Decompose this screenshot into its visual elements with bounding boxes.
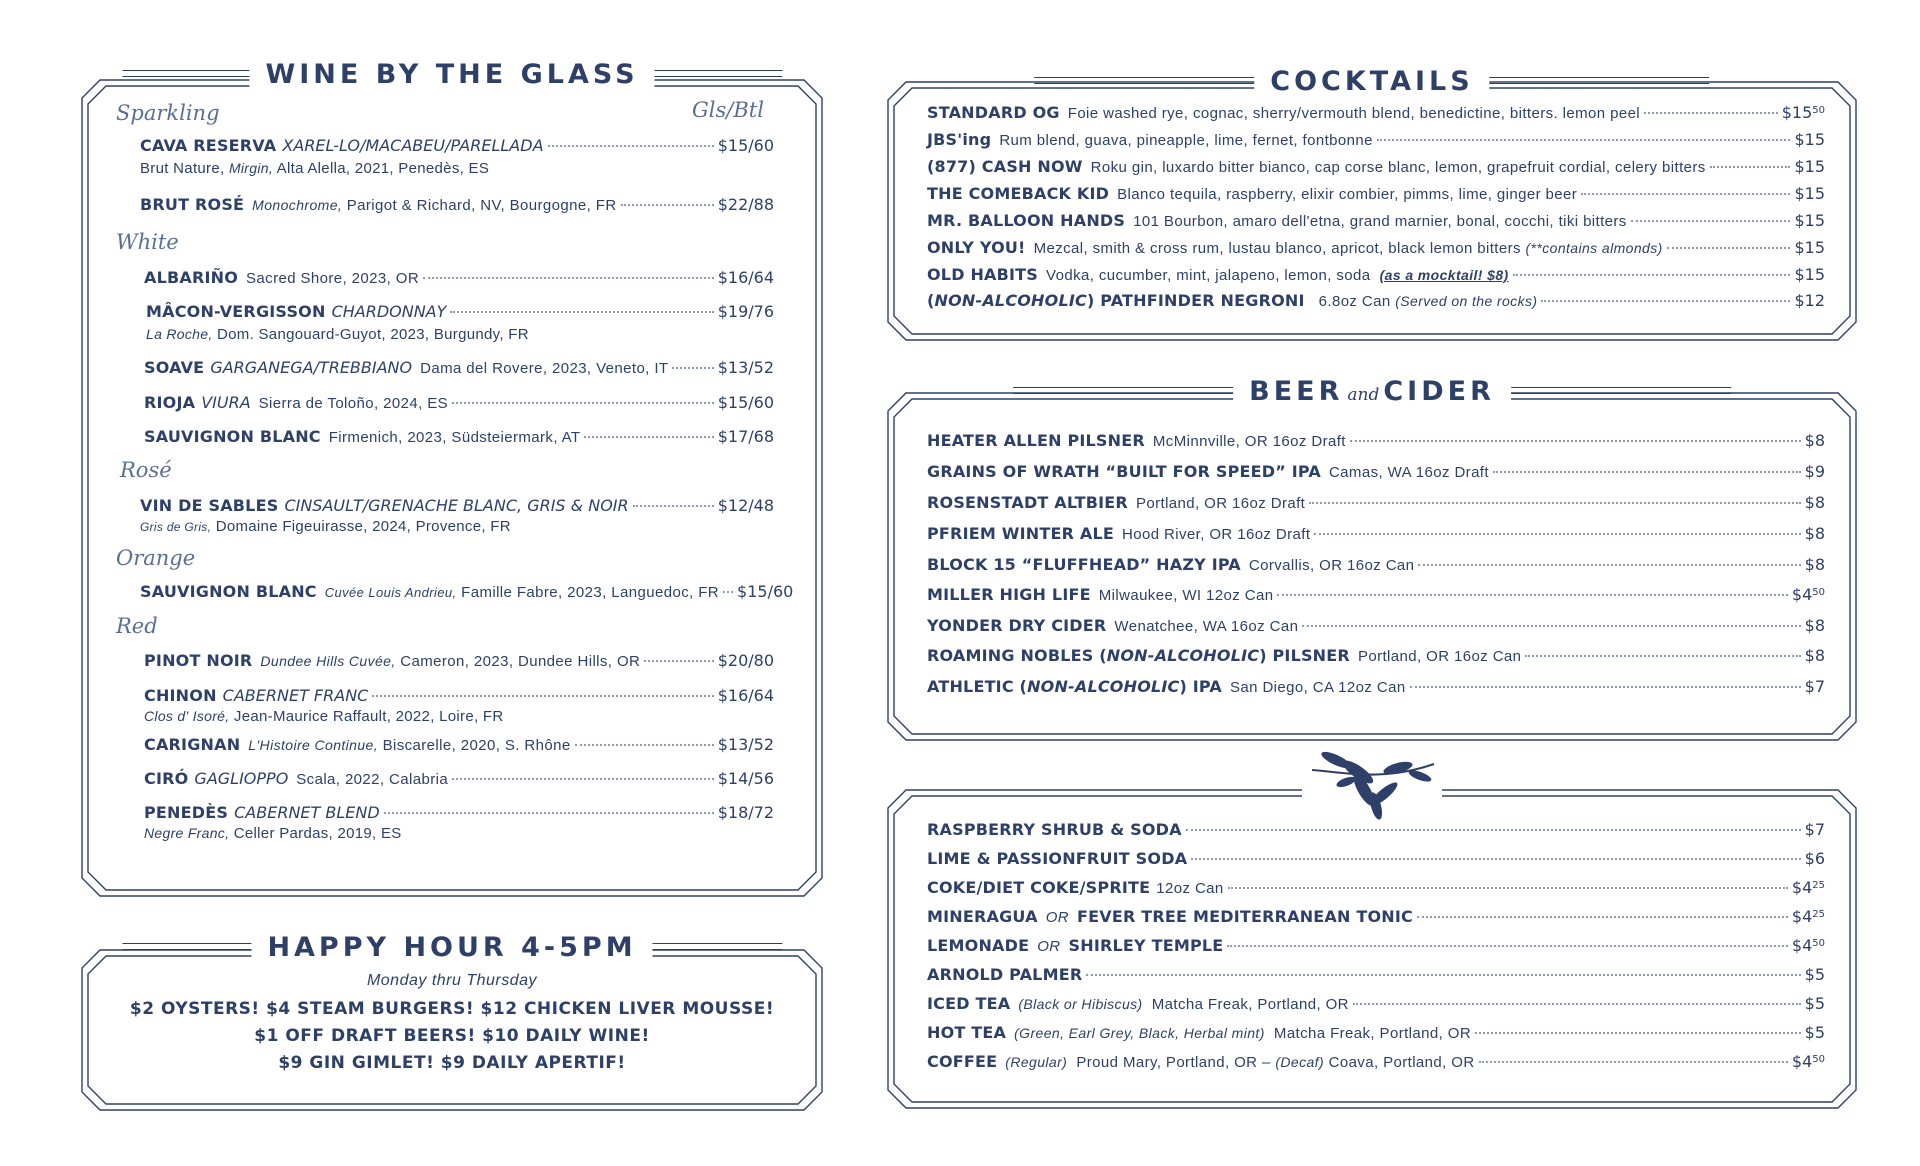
leader-dots: [1309, 502, 1800, 504]
beer-item: PFRIEM WINTER ALE Hood River, OR 16oz Draft $8: [927, 524, 1825, 543]
wine-name: CARIGNAN: [144, 735, 241, 754]
beer-item: ROSENSTADT ALTBIER Portland, OR 16oz Draft $8: [927, 493, 1825, 512]
leader-dots: [1667, 247, 1791, 249]
wine-price: $15/60: [737, 582, 794, 601]
cocktail-item: STANDARD OG Foie washed rye, cognac, sherry/vermouth blend, benedictine, bitters. lemon peel $\$15^{50}$: [927, 103, 1825, 122]
leader-dots: [723, 591, 733, 593]
happy-hour-line: $1 OFF DRAFT BEERS! $10 DAILY WINE!: [254, 1026, 650, 1046]
leader-dots: [372, 695, 713, 697]
wine-price: $15/60: [717, 393, 774, 412]
wine-price: $16/64: [717, 268, 774, 287]
wine-detail: Negre Franc, Celler Pardas, 2019, ES: [144, 825, 402, 842]
leader-dots: [644, 660, 713, 662]
leader-dots: [1186, 829, 1801, 831]
leader-dots: [1227, 945, 1787, 947]
leader-dots: [1277, 594, 1787, 596]
wine-varietal: GAGLIOPPO: [194, 769, 289, 788]
soft-item: COFFEE (Regular) Proud Mary, Portland, OR – (Decaf) Coava, Portland, OR $\$4^{50}$: [927, 1052, 1825, 1071]
cocktail-item: MR. BALLOON HANDS 101 Bourbon, amaro dell'etna, grand marnier, bonal, cocchi, tiki bitters $15: [927, 211, 1825, 230]
wine-item: [144, 803, 774, 822]
leader-dots: [452, 402, 714, 404]
wine-item: [144, 427, 774, 446]
wine-name: BRUT ROSÉ: [140, 195, 245, 214]
title-rule-right: [653, 943, 782, 950]
cocktails-panel: [888, 66, 1856, 340]
soft-item: ARNOLD PALMER $5: [927, 965, 1825, 984]
beer-panel: [888, 376, 1856, 740]
mocktail-note: (as a mocktail! $8): [1379, 267, 1509, 283]
cocktail-item: THE COMEBACK KID Blanco tequila, raspberry, elixir combier, pimms, lime, ginger beer $15: [927, 184, 1825, 203]
happy-hour-line: $9 GIN GIMLET! $9 DAILY APERTIF!: [278, 1053, 626, 1073]
title-rule-left: [1013, 387, 1233, 394]
leader-dots: [423, 277, 714, 279]
section-orange: Orange: [116, 546, 196, 570]
wine-item: PINOT NOIR Dundee Hills Cuvée, Cameron, 2023, Dundee Hills, OR $20/80: [144, 651, 774, 670]
leader-dots: [1479, 1061, 1788, 1063]
wine-item: [146, 302, 774, 321]
wine-name: PINOT NOIR: [144, 651, 253, 670]
title-rule-right: [1511, 387, 1731, 394]
wine-panel: [82, 59, 822, 896]
leader-dots: [1631, 220, 1791, 222]
cocktail-price: $\$15^{50}$: [1781, 103, 1825, 122]
soft-drinks-panel: [888, 790, 1856, 1108]
beer-item: BLOCK 15 “FLUFFHEAD” HAZY IPA Corvallis, OR 16oz Can $8: [927, 555, 1825, 574]
wine-varietal: CABERNET FRANC: [222, 686, 369, 705]
cocktail-item: (877) CASH NOW Roku gin, luxardo bitter bianco, cap corse blanc, lemon, grapefruit cordial, celery bitters $15: [927, 157, 1825, 176]
leader-dots: [1086, 974, 1800, 976]
cocktail-item: JBS'ing Rum blend, guava, pineapple, lime, fernet, fontbonne $15: [927, 130, 1825, 149]
wine-name: PENEDÈS: [144, 803, 229, 822]
wine-price: $13/52: [717, 735, 774, 754]
soft-item: LEMONADE OR SHIRLEY TEMPLE $\$4^{50}$: [927, 936, 1825, 955]
wine-price: $13/52: [717, 358, 774, 377]
wine-name: CAVA RESERVA: [140, 136, 277, 155]
cocktail-item: OLD HABITS Vodka, cucumber, mint, jalapeno, lemon, soda (as a mocktail! $8) $15: [927, 265, 1825, 284]
wine-detail: Clos d' Isoré, Jean-Maurice Raffault, 2022, Loire, FR: [144, 708, 504, 725]
soft-item: ICED TEA (Black or Hibiscus) Matcha Freak, Portland, OR $5: [927, 994, 1825, 1013]
wine-name: VIN DE SABLES: [140, 496, 279, 515]
wine-desc: Sierra de Toloño, 2024, ES: [258, 395, 449, 412]
section-white: White: [116, 230, 179, 254]
wine-item: [144, 358, 774, 377]
wine-price: $14/56: [717, 769, 774, 788]
leader-dots: [1228, 887, 1788, 889]
wine-item: [140, 496, 774, 515]
title-rule-right: [655, 70, 782, 77]
section-red: Red: [116, 614, 158, 638]
cocktails-title: COCKTAILS: [1254, 65, 1489, 99]
wine-price: $22/88: [717, 195, 774, 214]
title-rule-right: [1490, 77, 1710, 84]
leader-dots: [384, 812, 714, 814]
wine-price: $12/48: [717, 496, 774, 515]
wine-name: CIRÓ: [144, 769, 189, 788]
wine-price: $18/72: [717, 803, 774, 822]
wine-desc: Scala, 2022, Calabria: [296, 771, 449, 788]
leader-dots: [1417, 916, 1788, 918]
soft-item: COKE/DIET COKE/SPRITE 12oz Can $\$4^{25}$: [927, 878, 1825, 897]
cocktail-item: (NON-ALCOHOLIC) PATHFINDER NEGRONI 6.8oz Can (Served on the rocks) $12: [927, 291, 1825, 310]
leader-dots: [1350, 440, 1801, 442]
wine-name: CHINON: [144, 686, 217, 705]
leader-dots: [548, 145, 714, 147]
beer-item: ATHLETIC (NON-ALCOHOLIC) IPA San Diego, CA 12oz Can $7: [927, 677, 1825, 696]
section-rose: Rosé: [120, 458, 172, 482]
leader-dots: [1410, 686, 1801, 688]
happy-hour-line: $2 OYSTERS! $4 STEAM BURGERS! $12 CHICKEN LIVER MOUSSE!: [129, 999, 775, 1019]
leader-dots: [452, 778, 714, 780]
leader-dots: [1314, 533, 1800, 535]
wine-name: ALBARIÑO: [144, 268, 239, 287]
cocktail-item: ONLY YOU! Mezcal, smith & cross rum, lustau blanco, apricot, black lemon bitters (**contains almonds) $15: [927, 238, 1825, 257]
olive-branch-icon: [1302, 742, 1442, 822]
title-rule-left: [122, 943, 251, 950]
happy-hour-title: HAPPY HOUR 4-5PM: [251, 931, 652, 965]
beer-item: YONDER DRY CIDER Wenatchee, WA 16oz Can $8: [927, 616, 1825, 635]
soft-item: MINERAGUA OR FEVER TREE MEDITERRANEAN TONIC $\$4^{25}$: [927, 907, 1825, 926]
section-sparkling: Sparkling: [116, 101, 220, 125]
wine-detail: La Roche, Dom. Sangouard-Guyot, 2023, Burgundy, FR: [146, 326, 529, 343]
beer-item: MILLER HIGH LIFE Milwaukee, WI 12oz Can $\$4^{50}$: [927, 585, 1825, 604]
leader-dots: [1581, 193, 1790, 195]
leader-dots: [621, 204, 714, 206]
wine-varietal: CABERNET BLEND: [234, 803, 380, 822]
leader-dots: [1191, 858, 1800, 860]
leader-dots: [584, 436, 713, 438]
leader-dots: [575, 744, 714, 746]
wine-item: [144, 769, 774, 788]
happy-hour-panel: [82, 932, 822, 1110]
leader-dots: [1475, 1032, 1801, 1034]
title-rule-left: [1034, 77, 1254, 84]
wine-varietal: GARGANEGA/TREBBIANO: [210, 358, 413, 377]
wine-price: $16/64: [717, 686, 774, 705]
leader-dots: [1710, 166, 1791, 168]
beer-item: HEATER ALLEN PILSNER McMinnville, OR 16oz Draft $8: [927, 431, 1825, 450]
wine-varietal: XAREL-LO/MACABEU/PARELLADA: [282, 136, 544, 155]
wine-varietal: VIURA: [201, 393, 251, 412]
wine-detail: Brut Nature, Mirgin, Alta Alella, 2021, Penedès, ES: [140, 160, 490, 177]
leader-dots: [633, 505, 714, 507]
leader-dots: [1513, 274, 1791, 276]
soft-item: RASPBERRY SHRUB & SODA $7: [927, 820, 1825, 839]
beer-title: BEER and CIDER: [1233, 375, 1511, 412]
wine-item: [144, 268, 774, 287]
wine-title-text: WINE BY THE GLASS: [265, 59, 639, 90]
leader-dots: [1493, 471, 1801, 473]
wine-item: [144, 686, 774, 705]
wine-price: $15/60: [717, 136, 774, 155]
beer-item: ROAMING NOBLES (NON-ALCOHOLIC) PILSNER Portland, OR 16oz Can $8: [927, 646, 1825, 665]
leader-dots: [1644, 112, 1778, 114]
wine-name: RIOJA: [144, 393, 196, 412]
happy-hour-days: Monday thru Thursday: [366, 972, 538, 989]
leader-dots: [672, 367, 713, 369]
leader-dots: [1525, 655, 1800, 657]
wine-item: BRUT ROSÉ Monochrome, Parigot & Richard, NV, Bourgogne, FR $22/88: [140, 195, 774, 214]
leader-dots: [1418, 564, 1800, 566]
leader-dots: [1541, 300, 1790, 302]
wine-name: MÂCON-VERGISSON: [146, 302, 326, 321]
leader-dots: [1353, 1003, 1801, 1005]
wine-varietal: CINSAULT/GRENACHE BLANC, GRIS & NOIR: [284, 496, 629, 515]
wine-name: SAUVIGNON BLANC: [144, 427, 321, 446]
wine-title: [249, 58, 654, 92]
gls-btl-header: Gls/Btl: [692, 98, 764, 122]
soft-item: HOT TEA (Green, Earl Grey, Black, Herbal mint) Matcha Freak, Portland, OR $5: [927, 1023, 1825, 1042]
leader-dots: [1302, 625, 1800, 627]
wine-varietal: CHARDONNAY: [331, 302, 447, 321]
wine-name: SAUVIGNON BLANC: [140, 582, 317, 601]
wine-price: $20/80: [717, 651, 774, 670]
wine-desc: Sacred Shore, 2023, OR: [246, 270, 420, 287]
wine-name: SOAVE: [144, 358, 205, 377]
wine-price: $17/68: [717, 427, 774, 446]
beer-item: GRAINS OF WRATH “BUILT FOR SPEED” IPA Camas, WA 16oz Draft $9: [927, 462, 1825, 481]
title-rule-left: [122, 70, 249, 77]
soft-item: LIME & PASSIONFRUIT SODA $6: [927, 849, 1825, 868]
wine-item: SAUVIGNON BLANC Cuvée Louis Andrieu, Famille Fabre, 2023, Languedoc, FR $15/60: [140, 582, 794, 601]
wine-desc: Dama del Rovere, 2023, Veneto, IT: [420, 360, 669, 377]
wine-item: CARIGNAN L'Histoire Continue, Biscarelle, 2020, S. Rhône $13/52: [144, 735, 774, 754]
wine-detail: Gris de Gris, Domaine Figeuirasse, 2024, Provence, FR: [140, 518, 511, 535]
wine-desc: Firmenich, 2023, Südsteiermark, AT: [328, 429, 581, 446]
leader-dots: [450, 311, 713, 313]
wine-item: [144, 393, 774, 412]
wine-price: $19/76: [717, 302, 774, 321]
wine-item: [140, 136, 774, 155]
leader-dots: [1377, 139, 1791, 141]
